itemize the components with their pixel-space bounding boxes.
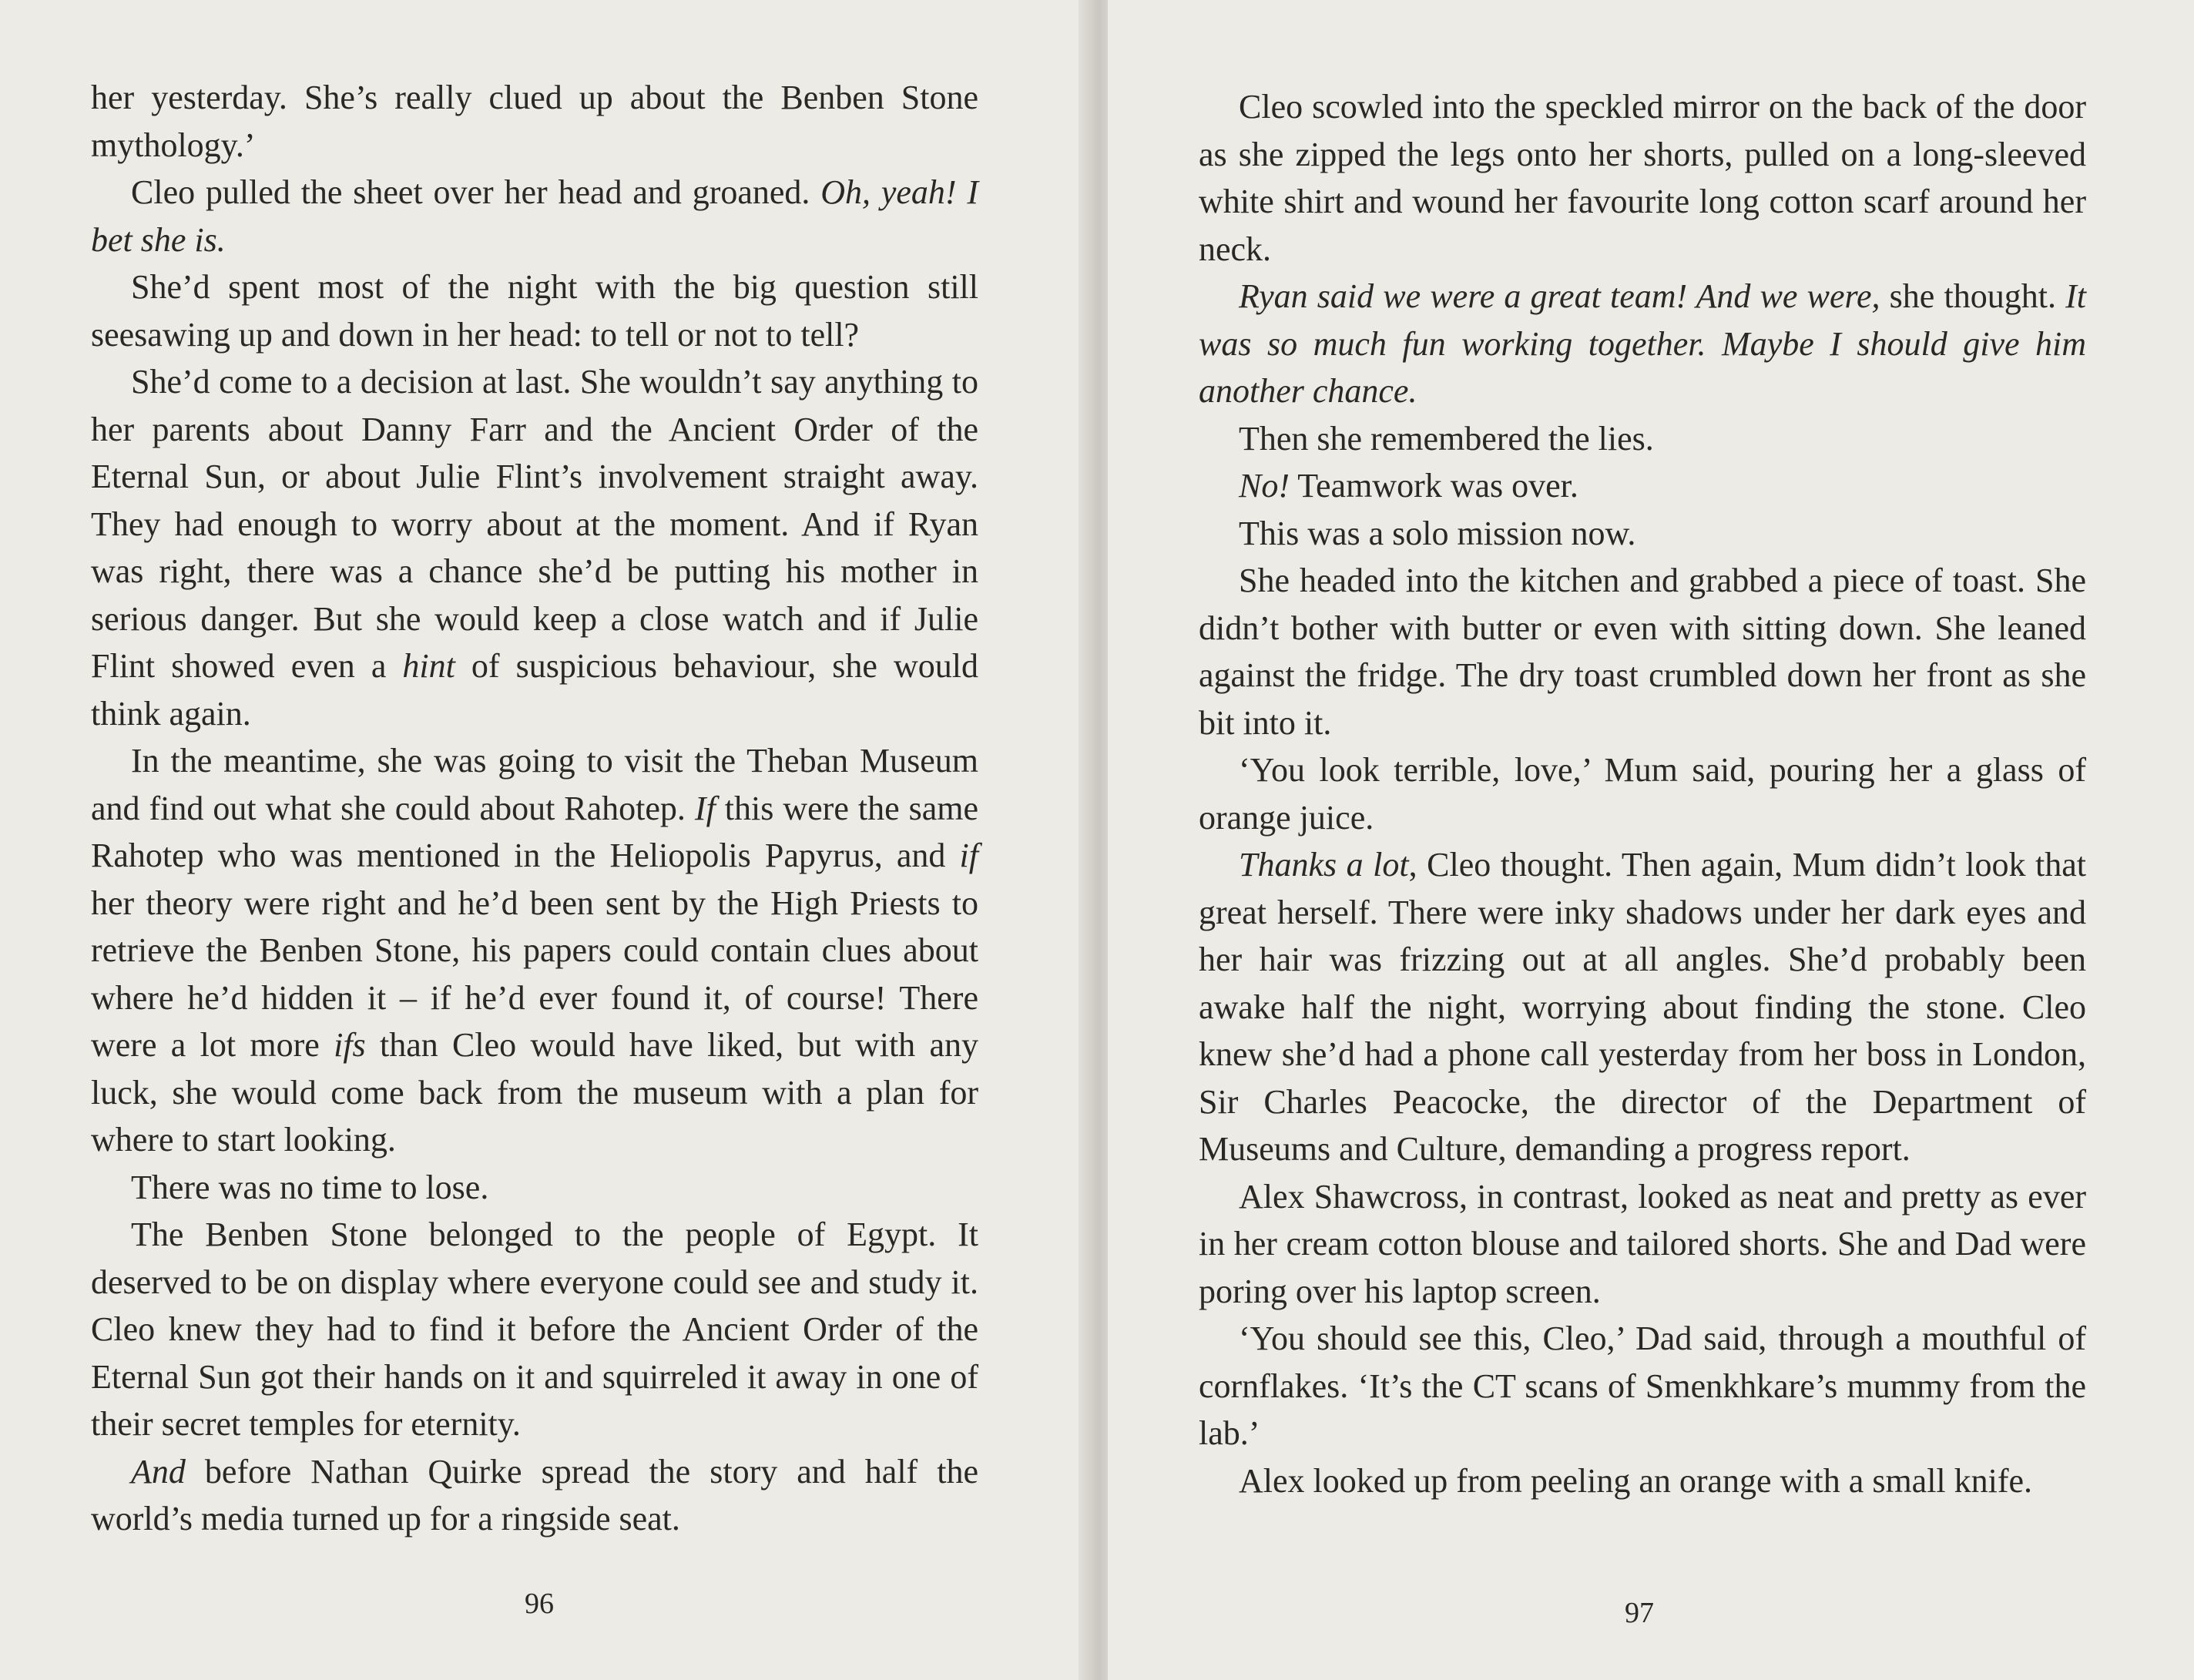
right-page <box>1108 0 2194 1680</box>
paragraph: Ryan said we were a great team! And we were, she thought. It was so much fun working together. Maybe I should give him another chance. <box>1199 277 2087 410</box>
paragraph: Alex Shawcross, in contrast, looked as neat and pretty as ever in her cream cotton blouse and tailored shorts. She and Dad were poring over his laptop screen. <box>1199 1177 2086 1310</box>
paragraph: This was a solo mission now. <box>1239 514 1636 552</box>
paragraph: Cleo scowled into the speckled mirror on the back of the door as she zipped the legs onto her shorts, pulled on a long-sleeved white shirt and wound her favourite long cotton scarf around her neck. <box>1199 88 2086 268</box>
paragraph: Cleo pulled the sheet over her head and groaned. Oh, yeah! I bet she is. <box>91 173 979 259</box>
left-page <box>0 0 1086 1680</box>
left-page-text <box>91 74 978 1543</box>
paragraph: Then she remembered the lies. <box>1239 419 1654 458</box>
paragraph: She’d come to a decision at last. She wouldn’t say anything to her parents about Danny Farr and the Ancient Order of the Eternal Sun, or about Julie Flint’s involvement straight away. They had enough to worry about at the moment. And if Ryan was right, there was a chance she’d be putting his mother in serious danger. But she would keep a close watch and if Julie Flint showed even a hint of suspicious behaviour, she would think again. <box>91 363 978 733</box>
paragraph: No! Teamwork was over. <box>1239 467 1578 505</box>
paragraph: Thanks a lot, Cleo thought. Then again, Mum didn’t look that great herself. There were inky shadows under her dark eyes and her hair was frizzing out at all angles. She’d probably been awake half the night, worrying about finding the stone. Cleo knew she’d had a phone call yesterday from her boss in London, Sir Charles Peacocke, the director of the Department of Museums and Culture, demanding a progress report. <box>1199 846 2086 1168</box>
paragraph: She’d spent most of the night with the big question still seesawing up and down in her head: to tell or not to tell? <box>91 268 978 354</box>
paragraph: ‘You look terrible, love,’ Mum said, pouring her a glass of orange juice. <box>1199 751 2086 837</box>
paragraph: In the meantime, she was going to visit the Theban Museum and find out what she could about Rahotep. If this were the same Rahotep who was mentioned in the Heliopolis Papyrus, and if her theory were right and he’d been sent by the High Priests to retrieve the Benben Stone, his papers could contain clues about where he’d hidden it – if he’d ever found it, of course! There were a lot more ifs than Cleo would have liked, but with any luck, she would come back from the museum with a plan for where to start looking. <box>91 742 979 1159</box>
paragraph: The Benben Stone belonged to the people of Egypt. It deserved to be on display where everyone could see and study it. Cleo knew they had to find it before the Ancient Order of the Eternal Sun got their hands on it and squirreled it away in one of their secret temples for eternity. <box>91 1216 978 1443</box>
page-number: 96 <box>525 1588 554 1620</box>
paragraph: her yesterday. She’s really clued up about the Benben Stone mythology.’ <box>91 79 978 164</box>
paragraph: And before Nathan Quirke spread the story and half the world’s media turned up for a ringside seat. <box>91 1452 978 1537</box>
page-number: 97 <box>1625 1597 1654 1629</box>
paragraph: ‘You should see this, Cleo,’ Dad said, through a mouthful of cornflakes. ‘It’s the CT scans of Smenkhkare’s mummy from the lab.’ <box>1199 1320 2086 1452</box>
paragraph: She headed into the kitchen and grabbed a piece of toast. She didn’t bother with butter or even with sitting down. She leaned against the fridge. The dry toast crumbled down her front as she bit into it. <box>1199 562 2086 742</box>
paragraph: Alex looked up from peeling an orange with a small knife. <box>1239 1461 2033 1500</box>
right-page-text <box>1199 83 2086 1504</box>
paragraph: There was no time to lose. <box>131 1168 489 1206</box>
